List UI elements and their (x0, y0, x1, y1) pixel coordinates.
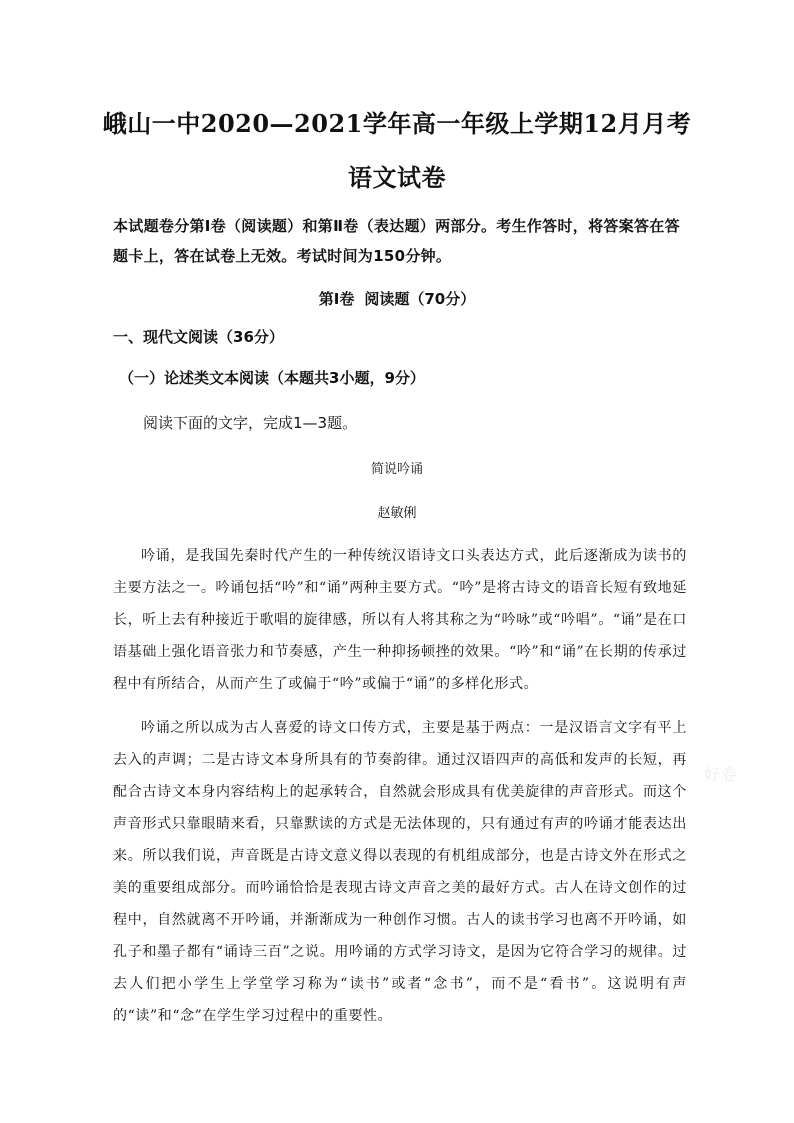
exam-subtitle: 语文试卷 (348, 163, 446, 192)
part-heading: 一、现代文阅读（36分） (113, 328, 284, 346)
reading-instruction: 阅读下面的文字，完成1—3题。 (143, 414, 358, 432)
essay-paragraph: 吟诵之所以成为古人喜爱的诗文口传方式，主要是基于两点：一是汉语言文字有平上去入的声调；二是古诗文本身所具有的节奏韵律。通过汉语四声的高低和发声的长短，再配合古诗文本身内容结构上的起承转合，自然就会形成具有优美旋律的声音形式。而这个声音形式只靠眼睛来看，只靠默读的方式是无法体现的，只有通过有声的吟诵才能表达出来。所以我们说，声音既是古诗文意义得以表现的有机组成部分，也是古诗文外在形式之美的重要组成部分。而吟诵恰恰是表现古诗文声音之美的最好方式。古人在诗文创作的过程中，自然就离不开吟诵，并渐渐成为一种创作习惯。古人的读书学习也离不开吟诵，如孔子和墨子都有“诵诗三百”之说。用吟诵的方式学习诗文，是因为它符合学习的规律。过去人们把小学生上学堂学习称为“读书”或者“念书”，而不是“看书”。这说明有声的“读”和“念”在学生学习过程中的重要性。 (113, 720, 687, 1024)
essay-paragraph: 吟诵，是我国先秦时代产生的一种传统汉语诗文口头表达方式，此后逐渐成为读书的主要方法之一。吟诵包括“吟”和“诵”两种主要方式。“吟”是将古诗文的语音长短有致地延长，听上去有种接近于歌唱的旋律感，所以有人将其称之为“吟咏”或“吟唱”。“诵”是在口语基础上强化语音张力和节奏感，产生一种抑扬顿挫的效果。“吟”和“诵”在长期的传承过程中有所结合，从而产生了或偏于“吟”或偏于“诵”的多样化形式。 (113, 548, 687, 692)
essay-author: 赵敏俐 (377, 506, 417, 521)
section-heading (0, 288, 794, 309)
exam-instructions: 本试题卷分第Ⅰ卷（阅读题）和第Ⅱ卷（表达题）两部分。考生作答时，将答案答在答题卡上，答在试卷上无效。考试时间为150分钟。 (113, 217, 680, 265)
watermark: 好卷 (704, 765, 739, 784)
exam-title: 峨山一中2020—2021学年高一年级上学期12月月考 (102, 109, 692, 138)
section-heading-volume: 第Ⅰ卷 (318, 290, 355, 308)
section-heading-title: 阅读题（70分） (364, 290, 476, 308)
essay-title: 简说吟诵 (370, 462, 423, 477)
subpart-heading: （一）论述类文本阅读（本题共3小题，9分） (119, 369, 425, 387)
